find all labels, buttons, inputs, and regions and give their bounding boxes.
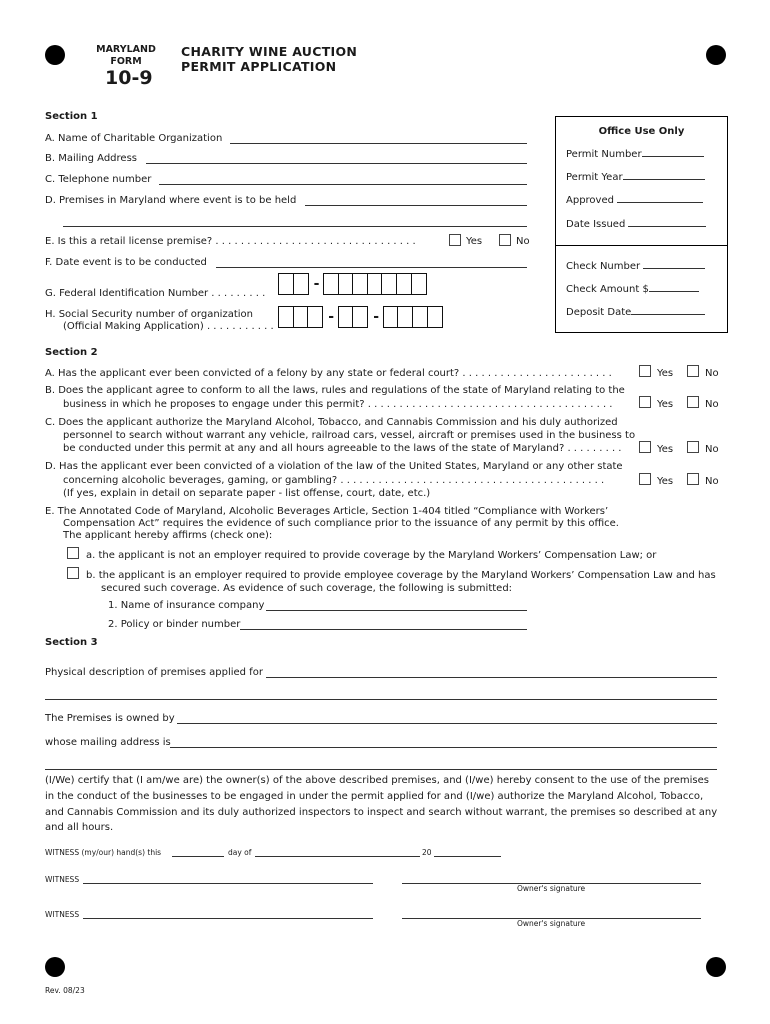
mailing-address-field[interactable] — [146, 163, 527, 164]
violation-question-line3: (If yes, explain in detail on separate paper - list offense, court, date, etc.) — [63, 488, 431, 499]
registration-mark-bottom-left — [45, 957, 65, 977]
witness-month-field[interactable] — [255, 856, 420, 857]
option-b-label-cont: secured such coverage. As evidence of such coverage, the following is submitted: — [101, 583, 513, 594]
year-prefix-label: 20 — [422, 848, 432, 857]
option-b-label: b. the applicant is an employer required to provide employee coverage by the Maryland Workers’ Compensation Law and has — [86, 570, 716, 581]
authorize-yes-checkbox[interactable] — [639, 441, 651, 453]
conform-question-cont: business in which he proposes to engage under this permit? . . . . . . . . . . . . . . . . . . . . . . . . . . . . . . . . . . . . . . . — [63, 399, 613, 410]
permit-number-label: Permit Number — [566, 149, 704, 160]
owner-mailing-field-line2[interactable] — [45, 769, 717, 770]
witness1-label: WITNESS — [45, 875, 80, 884]
owned-by-label: The Premises is owned by — [45, 713, 175, 724]
retail-license-yes-label: Yes — [466, 236, 483, 247]
telephone-field[interactable] — [159, 184, 527, 185]
form-title: CHARITY WINE AUCTION PERMIT APPLICATION — [181, 44, 358, 74]
authorize-search-question: C. Does the applicant authorize the Maryland Alcohol, Tobacco, and Cannabis Commission and his duly authorized — [45, 417, 618, 428]
workers-comp-text-line2: Compensation Act” requires the evidence of such compliance prior to the issuance of any permit by this office. — [63, 518, 619, 529]
owner1-signature-label: Owner's signature — [517, 884, 586, 893]
deposit-date-label: Deposit Date — [566, 307, 705, 318]
owner2-signature-label: Owner's signature — [517, 919, 586, 928]
owner-mailing-label: whose mailing address is — [45, 737, 171, 748]
insurance-company-field[interactable] — [266, 610, 527, 611]
premises-label: D. Premises in Maryland where event is to be held — [45, 195, 297, 206]
felony-yes-checkbox[interactable] — [639, 365, 651, 377]
conform-no-label: No — [705, 399, 719, 410]
certification-line4: and all hours. — [45, 822, 114, 833]
check-number-label: Check Number — [566, 261, 705, 272]
certification-line1: (I/We) certify that (I am/we are) the owner(s) of the above described premises, and (I/we) hereby consent to the use of the premises — [45, 775, 709, 786]
authorize-search-line3: be conducted under this permit at any and all hours agreeable to the laws of the state of Maryland? . . . . . . . . . — [63, 443, 622, 454]
office-use-title: Office Use Only — [598, 126, 685, 137]
section1-heading: Section 1 — [45, 111, 98, 122]
option-b-checkbox[interactable] — [67, 567, 79, 579]
conform-question: B. Does the applicant agree to conform to all the laws, rules and regulations of the state of Maryland relating to the — [45, 385, 625, 396]
violation-yes-label: Yes — [657, 476, 674, 487]
conform-no-checkbox[interactable] — [687, 396, 699, 408]
workers-comp-text: E. The Annotated Code of Maryland, Alcoholic Beverages Article, Section 1-404 titled “Compliance with Workers’ — [45, 506, 609, 517]
day-of-label: day of — [228, 848, 252, 857]
option-a-checkbox[interactable] — [67, 547, 79, 559]
violation-yes-checkbox[interactable] — [639, 473, 651, 485]
retail-license-label: E. Is this a retail license premise? . . . . . . . . . . . . . . . . . . . . . . . . . . . . . . . . — [45, 236, 416, 247]
section2-heading: Section 2 — [45, 347, 98, 358]
ssn-boxes[interactable]: - - — [278, 306, 443, 328]
registration-mark-bottom-right — [706, 957, 726, 977]
ssn-sublabel: (Official Making Application) . . . . . . . . . . . — [63, 321, 274, 332]
option-a-label: a. the applicant is not an employer required to provide coverage by the Maryland Workers’ Compensation Law; or — [86, 550, 657, 561]
felony-yes-label: Yes — [657, 368, 674, 379]
witness-year-field[interactable] — [434, 856, 501, 857]
org-name-field[interactable] — [230, 143, 527, 144]
premises-field-line2[interactable] — [63, 226, 527, 227]
physical-description-label: Physical description of premises applied for — [45, 667, 263, 678]
approved-label: Approved — [566, 195, 703, 206]
witness1-signature-field[interactable] — [83, 883, 373, 884]
mailing-address-label: B. Mailing Address — [45, 153, 137, 164]
office-use-box — [555, 116, 728, 333]
registration-mark-top-left — [45, 45, 65, 65]
owned-by-field[interactable] — [177, 723, 717, 724]
workers-comp-text-line3: The applicant hereby affirms (check one): — [63, 530, 273, 541]
registration-mark-top-right — [706, 45, 726, 65]
felony-no-label: No — [705, 368, 719, 379]
permit-year-label: Permit Year — [566, 172, 705, 183]
witness2-label: WITNESS — [45, 910, 80, 919]
telephone-label: C. Telephone number — [45, 174, 152, 185]
federal-id-label: G. Federal Identification Number . . . . . . . . . — [45, 288, 266, 299]
premises-field[interactable] — [305, 205, 527, 206]
physical-description-field-line2[interactable] — [45, 699, 717, 700]
witness-hand-label: WITNESS (my/our) hand(s) this — [45, 848, 162, 857]
authorize-no-label: No — [705, 444, 719, 455]
revision-label: Rev. 08/23 — [45, 986, 85, 995]
federal-id-boxes[interactable]: - — [278, 273, 427, 295]
retail-license-no-checkbox[interactable] — [499, 234, 511, 246]
authorize-no-checkbox[interactable] — [687, 441, 699, 453]
ssn-label: H. Social Security number of organization — [45, 309, 253, 320]
org-name-label: A. Name of Charitable Organization — [45, 133, 223, 144]
section3-heading: Section 3 — [45, 637, 98, 648]
witness-day-field[interactable] — [172, 856, 224, 857]
retail-license-yes-checkbox[interactable] — [449, 234, 461, 246]
conform-yes-label: Yes — [657, 399, 674, 410]
form-number: 10-9 — [105, 67, 153, 89]
check-amount-label: Check Amount $ — [566, 284, 699, 295]
owner-mailing-field[interactable] — [170, 747, 717, 748]
violation-no-checkbox[interactable] — [687, 473, 699, 485]
form-state-label: MARYLAND FORM — [96, 44, 156, 67]
conform-yes-checkbox[interactable] — [639, 396, 651, 408]
violation-question: D. Has the applicant ever been convicted of a violation of the law of the United States, Maryland or any other state — [45, 461, 623, 472]
felony-question: A. Has the applicant ever been convicted of a felony by any state or federal court? . . . . . . . . . . . . . . . . . . . . . . . . — [45, 368, 612, 379]
authorize-search-line2: personnel to search without warrant any vehicle, railroad cars, vessel, aircraft or premises used in the business to — [63, 430, 636, 441]
policy-number-label: 2. Policy or binder number — [108, 619, 241, 630]
retail-license-no-label: No — [516, 236, 530, 247]
authorize-yes-label: Yes — [657, 444, 674, 455]
violation-no-label: No — [705, 476, 719, 487]
date-issued-label: Date Issued — [566, 219, 706, 230]
certification-line2: in the conduct of the businesses to be engaged in under the permit applied for and (I/we) authorize the Maryland Alcohol, Tobacco, — [45, 791, 704, 802]
felony-no-checkbox[interactable] — [687, 365, 699, 377]
violation-question-line2: concerning alcoholic beverages, gaming, or gambling? . . . . . . . . . . . . . . . . . . . . . . . . . . . . . . . . . . . . . . . . . . — [63, 475, 605, 486]
certification-line3: and Cannabis Commission and its duly authorized inspectors to inspect and search without warrant, the premises so described at any — [45, 807, 718, 818]
event-date-label: F. Date event is to be conducted — [45, 257, 207, 268]
insurance-company-label: 1. Name of insurance company — [108, 600, 265, 611]
event-date-field[interactable] — [216, 267, 527, 268]
policy-number-field[interactable] — [240, 629, 527, 630]
physical-description-field[interactable] — [266, 677, 717, 678]
witness2-signature-field[interactable] — [83, 918, 373, 919]
